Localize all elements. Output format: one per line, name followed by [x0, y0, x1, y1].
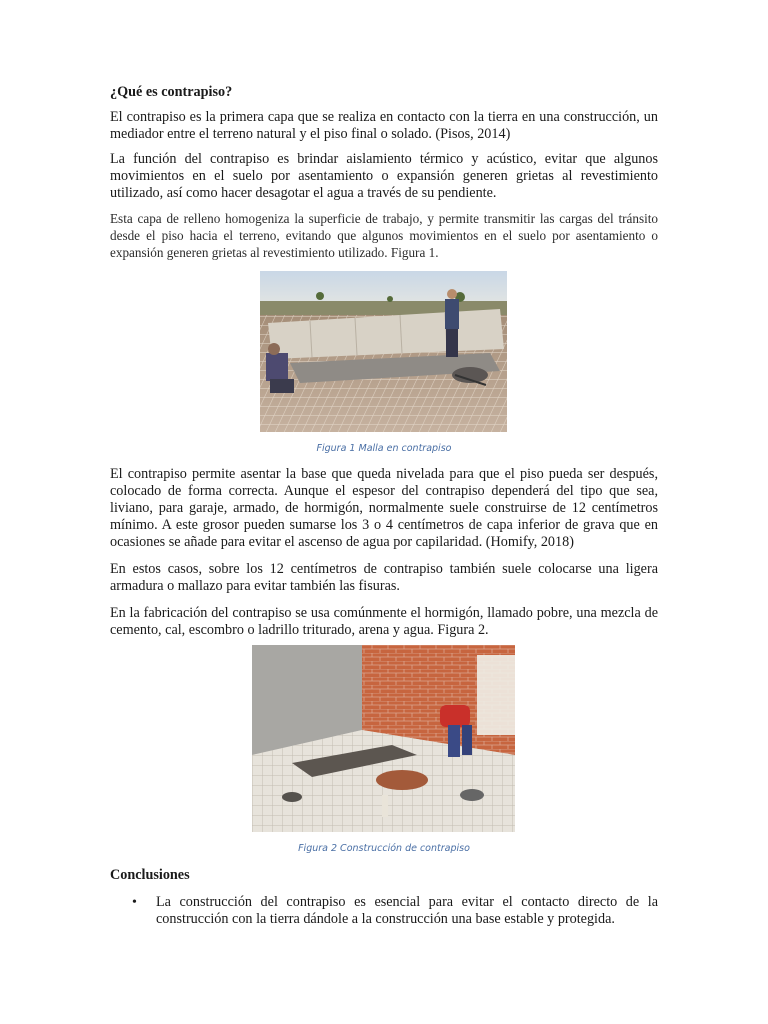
conclusions-list: [110, 894, 658, 928]
paragraph-1: El contrapiso es la primera capa que se realiza en contacto con la tierra en una construcción, un mediador entre el terreno natural y el piso final o solado. (Pisos, 2014): [110, 109, 658, 142]
conclusions-section: [110, 867, 658, 928]
bullet-icon: •: [132, 895, 137, 910]
figure-1-caption: Figura 1 Malla en contrapiso: [316, 443, 452, 454]
paragraph-4: El contrapiso permite asentar la base que queda nivelada para que el piso pueda ser después, colocado de forma correcta. Aunque el espesor del contrapiso dependerá del tipo que sea, liviano, para garaje, armado, de hormigón, normalmente suele construirse de 12 centímetros mínimo. A este grosor pueden sumarse los 3 o 4 centímetros de capa inferior de grava que en ocasiones se añade para evitar el ascenso de agua por capilaridad. (Homify, 2018): [110, 466, 658, 550]
list-item: [110, 894, 658, 928]
paragraph-6: En la fabricación del contrapiso se usa comúnmente el hormigón, llamado pobre, una mezcla de cemento, cal, escombro o ladrillo triturado, arena y agua. Figura 2.: [110, 605, 658, 638]
paragraph-3: Esta capa de relleno homogeniza la superficie de trabajo, y permite transmitir las cargas del tránsito desde el piso hacia el terreno, evitando que algunos movimientos en el suelo por asentamiento o expansión generen grietas al revestimiento utilizado. Figura 1.: [110, 211, 658, 260]
paragraph-5: En estos casos, sobre los 12 centímetros de contrapiso también suele colocarse una ligera armadura o mallazo para evitar también las fisuras.: [110, 561, 658, 594]
document-body: [110, 84, 658, 261]
figure-2-photo: [252, 645, 515, 832]
conclusion-text: La construcción del contrapiso es esencial para evitar el contacto directo de la construcción con la tierra dándole a la construcción una base estable y protegida.: [156, 894, 658, 927]
figure-1-photo: [260, 271, 507, 432]
figure-2-caption: Figura 2 Construcción de contrapiso: [298, 843, 470, 854]
heading-que-es-contrapiso: ¿Qué es contrapiso?: [110, 84, 233, 100]
heading-conclusiones: Conclusiones: [110, 867, 190, 883]
document-body-section-2: [110, 466, 658, 639]
paragraph-2: La función del contrapiso es brindar aislamiento térmico y acústico, evitar que algunos movimientos en el suelo por asentamiento o expansión generen grietas al revestimiento utilizado, así como hacer desagotar el agua a través de su pendiente.: [110, 151, 658, 201]
